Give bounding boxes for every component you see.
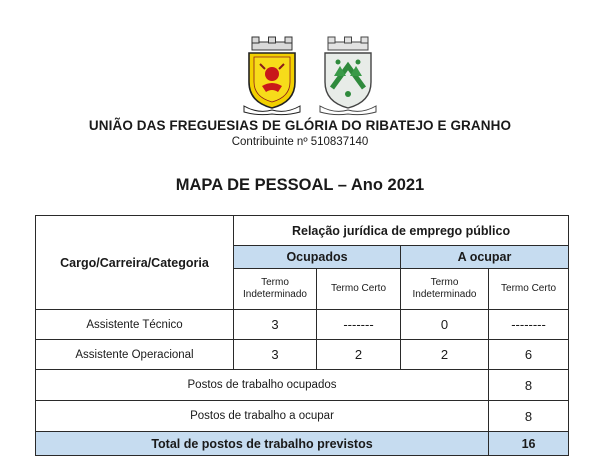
- table-row: [36, 310, 569, 340]
- filled-indefinite-value: 3: [234, 310, 317, 340]
- posts-open-value: 8: [489, 401, 569, 432]
- total-row: [36, 432, 569, 456]
- subheader-open-fixed: Termo Certo: [489, 269, 569, 310]
- total-value: 16: [489, 432, 569, 456]
- open-fixed-value: --------: [489, 310, 569, 340]
- table-row: [36, 340, 569, 370]
- subheader-filled-fixed: Termo Certo: [317, 269, 401, 310]
- filled-fixed-value: 2: [317, 340, 401, 370]
- row-category: Assistente Operacional: [36, 340, 234, 370]
- subheader-open-indefinite: Termo Indeterminado: [401, 269, 489, 310]
- row-category: Assistente Técnico: [36, 310, 234, 340]
- filled-fixed-value: -------: [317, 310, 401, 340]
- subheader-filled-indefinite: Termo Indeterminado: [234, 269, 317, 310]
- gloria-coat-of-arms: [314, 36, 382, 116]
- tax-id: Contribuinte nº 510837140: [231, 136, 369, 148]
- posts-open-label: Postos de trabalho a ocupar: [36, 401, 489, 432]
- open-fixed-value: 6: [489, 340, 569, 370]
- organization-name: UNIÃO DAS FREGUESIAS DE GLÓRIA DO RIBATEJO E GRANHO: [88, 118, 512, 133]
- header-filled: Ocupados: [234, 246, 401, 269]
- posts-filled-row: [36, 370, 569, 401]
- posts-open-row: [36, 401, 569, 432]
- total-label: Total de postos de trabalho previstos: [36, 432, 489, 456]
- header-to-fill: A ocupar: [401, 246, 569, 269]
- posts-filled-label: Postos de trabalho ocupados: [36, 370, 489, 401]
- posts-filled-value: 8: [489, 370, 569, 401]
- staff-map-table: [35, 215, 569, 456]
- header-employment-relation: Relação jurídica de emprego público: [234, 216, 569, 246]
- crests-header: [0, 36, 600, 116]
- granho-coat-of-arms: [238, 36, 306, 116]
- open-indefinite-value: 0: [401, 310, 489, 340]
- open-indefinite-value: 2: [401, 340, 489, 370]
- filled-indefinite-value: 3: [234, 340, 317, 370]
- header-category: Cargo/Carreira/Categoria: [36, 216, 234, 310]
- document-title: MAPA DE PESSOAL – Ano 2021: [175, 176, 425, 194]
